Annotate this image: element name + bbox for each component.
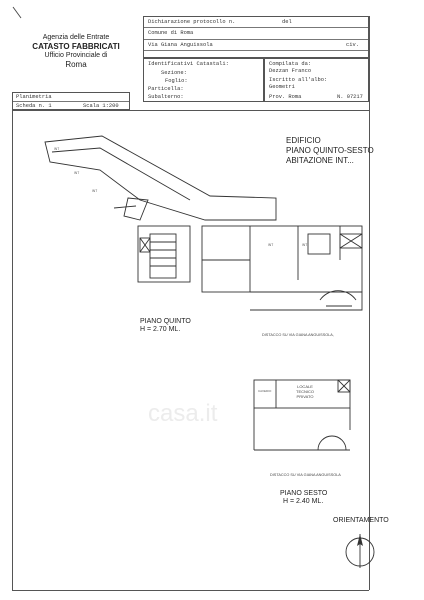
piano-sesto-block — [280, 490, 327, 505]
plan-note-3: INT — [92, 189, 98, 193]
plan-note-5: INT — [302, 243, 308, 247]
frame-bottom-rule — [12, 590, 369, 591]
compass-icon — [340, 528, 380, 572]
scala-label: Scala 1:200 — [83, 103, 119, 109]
locale-line-1: LOCALE — [297, 384, 313, 389]
plan-note-1: INT — [54, 147, 60, 151]
declaration-rule-3 — [144, 50, 368, 51]
edificio-line-1: EDIFICIO — [286, 136, 321, 145]
albo-number: N. 07217 — [337, 94, 363, 100]
piano-quinto-block — [140, 318, 191, 333]
plan-note-2: INT — [74, 171, 80, 175]
planimetria-divider — [13, 101, 129, 102]
edificio-line-2: PIANO QUINTO-SESTO — [286, 146, 374, 155]
agency-block — [20, 34, 132, 69]
piano-sesto-height: H = 2.40 ML. — [283, 498, 324, 505]
declaration-rule-1 — [144, 27, 368, 28]
locale-line-3: PRIVATO — [296, 394, 314, 399]
compilatore-box — [264, 58, 369, 102]
foglio-label: Foglio: — [165, 78, 188, 84]
declaration-label: Dichiarazione protocollo n. — [148, 19, 236, 25]
edificio-line-3: ABITAZIONE INT... — [286, 156, 354, 165]
albo-name: Geometri — [269, 84, 295, 90]
floor-plan-quinto — [40, 130, 370, 330]
provincia-text: Prov. Roma — [269, 94, 302, 100]
plan-note-4: INT — [268, 243, 274, 247]
piano-quinto-label: PIANO QUINTO — [140, 318, 191, 325]
piano-sesto-label: PIANO SESTO — [280, 490, 328, 497]
watermark — [148, 400, 217, 428]
watermark-text: casa.it — [148, 400, 218, 427]
subalterno-label: Subalterno: — [148, 94, 184, 100]
planimetria-box — [12, 92, 130, 110]
address-text: Via Giana Anguissola — [148, 42, 213, 48]
particella-label: Particella: — [148, 86, 184, 92]
declaration-rule-2 — [144, 39, 368, 40]
comune-text: Comune di Roma — [148, 30, 194, 36]
scheda-label: Scheda n. 1 — [16, 103, 52, 109]
civic-label: civ. — [346, 42, 359, 48]
iscritto-label: Iscritto all'albo: — [269, 77, 328, 83]
distacco-label-2: DISTACCO SU VIA GIANA ANGUISSOLA — [270, 473, 341, 477]
agency-office: Ufficio Provinciale di — [44, 52, 108, 59]
planimetria-title: Planimetria — [16, 94, 52, 100]
declaration-del: del — [282, 19, 292, 25]
sezione-label: Sezione: — [161, 70, 187, 76]
declaration-box — [143, 16, 369, 58]
frame-top-rule — [12, 110, 369, 111]
compilatore-name: Dezzan Franco — [269, 68, 312, 74]
identificativi-label: Identificativi Catastali: — [148, 61, 229, 67]
locale-line-2: TECNICO — [296, 389, 314, 394]
frame-left-rule — [12, 110, 13, 590]
distacco-label-1: DISTACCO SU VIA GIANA ANGUISSOLA, — [262, 333, 334, 337]
orientamento-label: ORIENTAMENTO — [333, 517, 389, 524]
locale-label — [296, 384, 314, 399]
identificativi-box — [143, 58, 264, 102]
agency-city: Roma — [65, 60, 87, 69]
agency-name: Agenzia delle Entrate — [42, 34, 110, 41]
compilata-label: Compilata da: — [269, 61, 312, 67]
piano-quinto-height: H = 2.70 ML. — [140, 326, 181, 333]
corner-mark — [10, 6, 26, 20]
agency-catasto: CATASTO FABBRICATI — [32, 42, 120, 51]
sesto-note: CAVEDIO — [258, 389, 272, 393]
